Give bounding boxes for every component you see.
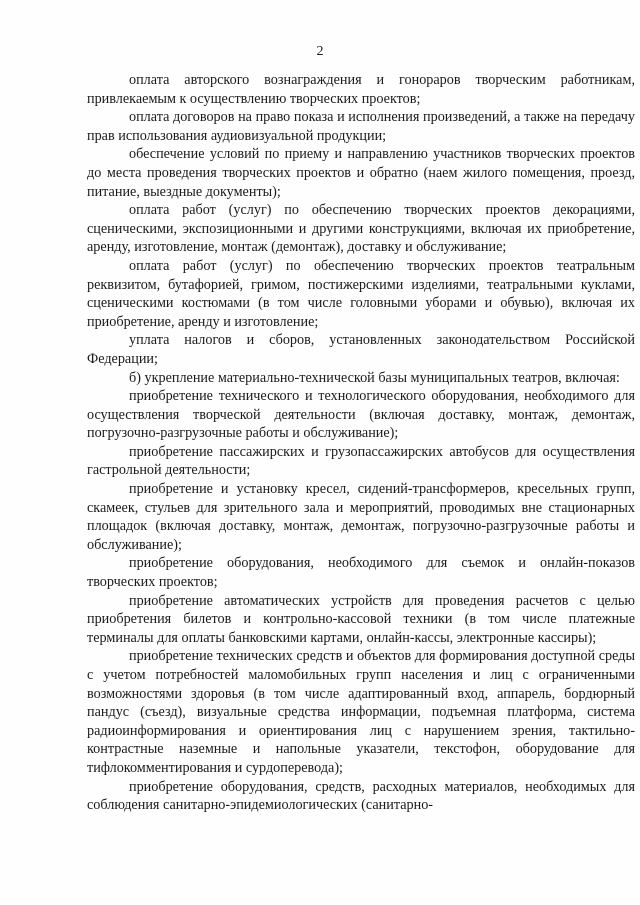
paragraph-props-costumes: оплата работ (услуг) по обеспечению творческих проектов театральным реквизитом, бутафорией, гримом, постижерскими изделиями, театральными куклами, сценическими костюмами (в том числе головными уборами и обувью), включая их приобретение, аренду и изготовление; <box>87 257 635 330</box>
document-body <box>87 71 635 815</box>
paragraph-buses: приобретение пассажирских и грузопассажирских автобусов для осуществления гастрольной деятельности; <box>87 443 635 479</box>
page-number: 2 <box>316 44 324 59</box>
paragraph-decorations: оплата работ (услуг) по обеспечению творческих проектов декорациями, сценическими, экспозиционными и другими конструкциями, включая их приобретение, аренду, изготовление, монтаж (демонтаж), доставку и обслуживание; <box>87 202 635 256</box>
paragraph-author-fees: оплата авторского вознаграждения и гонораров творческим работникам, привлекаемым к осуществлению творческих проектов; <box>87 72 635 107</box>
paragraph-show-rights: оплата договоров на право показа и исполнения произведений, а также на передачу прав использования аудиовизуальной продукции; <box>87 109 635 144</box>
paragraph-filming-equipment: приобретение оборудования, необходимого для съемок и онлайн-показов творческих проектов; <box>87 555 635 591</box>
paragraph-section-b: б) укрепление материально-технической базы муниципальных театров, включая: <box>129 369 620 386</box>
paragraph-accessibility: приобретение технических средств и объектов для формирования доступной среды с учетом потребностей маломобильных групп населения и лиц с ограниченными возможностями здоровья (в том числе адаптированный вход, аппарель, бордюрный пандус (съезд), визуальные средства информации, подъемная платформа, система радиоинформирования и ориентирования лиц с нарушением зрения, тактильно-контрастные наземные и напольные указатели, текстофон, оборудование для тифлокомментирования и сурдоперевода); <box>87 648 635 776</box>
paragraph-sanitary: приобретение оборудования, средств, расходных материалов, необходимых для соблюдения санитарно-эпидемиологических (санитарно- <box>87 778 635 814</box>
paragraph-tech-equipment: приобретение технического и технологического оборудования, необходимого для осуществления творческой деятельности (включая доставку, монтаж, демонтаж, погрузочно-разгрузочные работы и обслуживание); <box>87 388 635 442</box>
paragraph-taxes: уплата налогов и сборов, установленных законодательством Российской Федерации; <box>87 332 635 367</box>
paragraph-payment-devices: приобретение автоматических устройств для проведения расчетов с целью приобретения билетов и контрольно-кассовой техники (в том числе платежные терминалы для оплаты банковскими картами, онлайн-кассы, электронные кассиры); <box>87 592 635 646</box>
paragraph-seating: приобретение и установку кресел, сидений-трансформеров, кресельных групп, скамеек, стульев для зрительного зала и мероприятий, проводимых вне стационарных площадок (включая доставку, монтаж, демонтаж, погрузочно-разгрузочные работы и обслуживание); <box>87 481 635 553</box>
paragraph-participant-logistics: обеспечение условий по приему и направлению участников творческих проектов до места проведения творческих проектов и обратно (наем жилого помещения, проезд, питание, выездные документы); <box>87 146 635 200</box>
